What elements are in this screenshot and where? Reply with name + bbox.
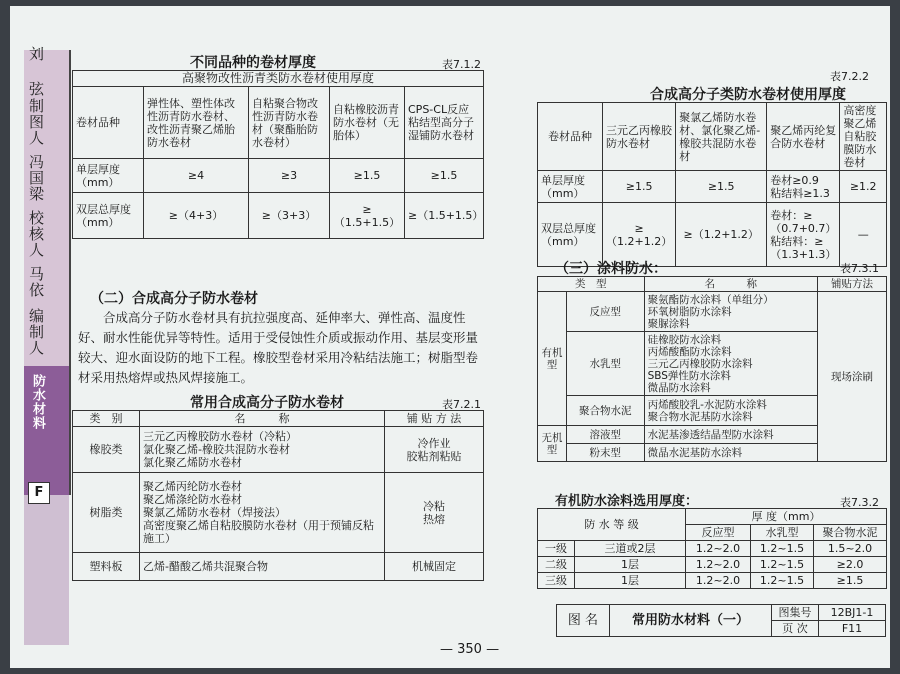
t712-cell: 弹性体、塑性体改性沥青防水卷材、改性沥青聚乙烯胎防水卷材	[144, 87, 249, 159]
t712-title: 不同品种的卷材厚度	[190, 55, 316, 71]
t731-item: 聚氨酯防水涂料（单组分）	[647, 293, 774, 306]
t722-table	[537, 102, 887, 267]
page-number: — 350 —	[440, 642, 500, 657]
t731-header: 名 称	[644, 277, 817, 292]
sidebar-lower-column	[24, 495, 69, 645]
t731-title: （三）涂料防水：	[555, 261, 667, 277]
section-letter: F	[28, 482, 50, 504]
t722-cell: 聚乙烯丙纶复合防水卷材	[767, 103, 840, 171]
section2-heading: （二）合成高分子防水卷材	[90, 291, 258, 307]
t712-cell: ≥（3+3）	[249, 193, 330, 239]
t721-table	[72, 410, 484, 581]
t712-cell: ≥（4+3）	[144, 193, 249, 239]
t722-cell: ≥（1.2+1.2）	[603, 203, 676, 267]
t721-number: 表7.2.1	[442, 398, 481, 411]
t731-table	[537, 276, 887, 462]
t732-cell: 1.2~1.5	[751, 573, 814, 589]
t722-cell: 双层总厚度（mm）	[538, 203, 603, 267]
section2-paragraph: 合成高分子防水卷材具有抗拉强度高、延伸率大、弹性高、温度性好、耐水性能优异等特性。适用于受侵蚀性介质或振动作用、基层变形量较大、迎水面设防的地下工程。橡胶型卷材采用冷粘结法施工；树脂型卷材采用热熔焊或热风焊接施工。	[78, 310, 479, 385]
page	[10, 6, 890, 668]
t731-item: 微晶防水涂料	[647, 381, 711, 394]
t712-cell: 双层总厚度（mm）	[73, 193, 144, 239]
atlas-number-label: 图集号	[772, 605, 819, 621]
t731-item: 微晶水泥基防水涂料	[644, 444, 817, 462]
t722-cell: 卷材品种	[538, 103, 603, 171]
t731-subtype: 溶液型	[567, 426, 645, 444]
t712-cell: 自粘橡胶沥青防水卷材（无胎体）	[330, 87, 405, 159]
t712-table	[72, 70, 484, 239]
t732-cell: 1.2~2.0	[686, 573, 751, 589]
t712-cell: ≥1.5	[330, 159, 405, 193]
t721-item: 聚氯乙烯防水卷材（焊接法）	[143, 506, 286, 519]
t712-number: 表7.1.2	[442, 58, 481, 71]
t721-item: 氯化聚乙烯防水卷材	[143, 456, 242, 469]
drawing-title: 常用防水材料（一）	[610, 605, 772, 637]
t722-number: 表7.2.2	[830, 70, 869, 83]
t722-cell: 三元乙丙橡胶防水卷材	[603, 103, 676, 171]
t721-method: 冷作业 胶粘剂粘贴	[385, 427, 484, 473]
t721-method: 冷粘 热熔	[385, 473, 484, 553]
t722-cell: ≥1.2	[840, 171, 887, 203]
t732-cell: 1.5~2.0	[814, 541, 887, 557]
title-block-label: 图 名	[557, 605, 610, 637]
t721-header: 铺 贴 方 法	[385, 411, 484, 427]
t712-cell: ≥（1.5+1.5）	[330, 193, 405, 239]
t732-col: 反应型	[686, 525, 751, 541]
t721-item: 三元乙丙橡胶防水卷材（冷粘）	[143, 430, 297, 443]
t721-method: 机械固定	[385, 553, 484, 581]
t732-cell: 1.2~1.5	[751, 557, 814, 573]
t722-title: 合成高分子类防水卷材使用厚度	[650, 87, 846, 103]
t731-group: 有机型	[538, 292, 567, 426]
t712-cell: 卷材品种	[73, 87, 144, 159]
t732-cell: 1层	[575, 557, 686, 573]
t712-cell: ≥（1.5+1.5）	[405, 193, 484, 239]
t731-item: 聚合物水泥基防水涂料	[647, 410, 753, 423]
t712-cell: ≥4	[144, 159, 249, 193]
t722-cell: ≥（1.2+1.2）	[676, 203, 767, 267]
t721-category: 塑料板	[73, 553, 140, 581]
t721-header: 名 称	[140, 411, 385, 427]
t732-header-thickness: 厚 度（mm）	[686, 509, 887, 525]
t721-item: 氯化聚乙烯-橡胶共混防水卷材	[143, 443, 290, 456]
t731-item: 环氧树脂防水涂料	[647, 305, 732, 318]
t731-item: 聚脲涂料	[647, 317, 690, 330]
t722-cell: ≥1.5	[603, 171, 676, 203]
t732-cell: 1.2~2.0	[686, 557, 751, 573]
t712-cell: ≥3	[249, 159, 330, 193]
t712-cell: 自粘聚合物改性沥青防水卷材（聚酯胎防水卷材）	[249, 87, 330, 159]
page-label: 页 次	[772, 621, 819, 637]
title-block	[556, 604, 886, 637]
t731-item: 丙烯酸胶乳-水泥防水涂料	[647, 398, 767, 411]
t722-cell: 单层厚度（mm）	[538, 171, 603, 203]
t731-header: 铺贴方法	[818, 277, 887, 292]
t721-category: 橡胶类	[73, 427, 140, 473]
t721-item: 乙烯-醋酸乙烯共混聚合物	[140, 553, 385, 581]
t732-cell: ≥1.5	[814, 573, 887, 589]
t732-number: 表7.3.2	[840, 496, 879, 509]
t722-cell: 卷材≥0.9 粘结料≥1.3	[767, 171, 840, 203]
t721-category: 树脂类	[73, 473, 140, 553]
t722-cell: 卷材：≥（0.7+0.7） 粘结料：≥（1.3+1.3）	[767, 203, 840, 267]
sidebar-label-2: 冯国梁	[27, 154, 45, 202]
sidebar-label-4: 马依	[27, 266, 45, 298]
t732-header-grade: 防 水 等 级	[538, 509, 686, 541]
sidebar-label-5: 编制人	[27, 308, 45, 356]
t731-subtype: 聚合物水泥	[567, 396, 645, 426]
t732-cell: 1.2~1.5	[751, 541, 814, 557]
t722-cell: 聚氯乙烯防水卷材、氯化聚乙烯-橡胶共混防水卷材	[676, 103, 767, 171]
t732-cell: ≥2.0	[814, 557, 887, 573]
t731-item: 丙烯酸酯防水涂料	[647, 345, 732, 358]
t731-method: 现场涂刷	[818, 292, 887, 462]
sidebar-label-1: 制图人	[27, 98, 45, 146]
t732-cell: 1层	[575, 573, 686, 589]
t732-title: 有机防水涂料选用厚度：	[555, 494, 699, 509]
t731-header: 类 型	[538, 277, 645, 292]
t721-item: 高密度聚乙烯自粘胶膜防水卷材（用于预铺反粘施工）	[143, 519, 374, 545]
t712-cell: ≥1.5	[405, 159, 484, 193]
t722-cell: 高密度聚乙烯自粘胶膜防水卷材	[840, 103, 887, 171]
t722-cell: —	[840, 203, 887, 267]
t731-group: 无机型	[538, 426, 567, 462]
t732-col: 水乳型	[751, 525, 814, 541]
t721-header: 类 别	[73, 411, 140, 427]
t731-subtype: 水乳型	[567, 332, 645, 396]
t731-number: 表7.3.1	[840, 262, 879, 275]
sidebar-label-3: 校核人	[27, 210, 45, 258]
t731-item: 硅橡胶防水涂料	[647, 333, 722, 346]
t721-item: 聚乙烯丙纶防水卷材	[143, 480, 242, 493]
t732-cell: 三道或2层	[575, 541, 686, 557]
atlas-number: 12BJ1-1	[819, 605, 886, 621]
t732-cell: 三级	[538, 573, 575, 589]
t732-col: 聚合物水泥	[814, 525, 887, 541]
t722-cell: ≥1.5	[676, 171, 767, 203]
t731-subtype: 粉末型	[567, 444, 645, 462]
t721-item: 聚乙烯涤纶防水卷材	[143, 493, 242, 506]
t732-cell: 一级	[538, 541, 575, 557]
chapter-title: 防水材料	[30, 374, 45, 430]
t712-subtitle: 高聚物改性沥青类防水卷材使用厚度	[73, 71, 484, 87]
t712-cell: CPS-CL反应粘结型高分子湿铺防水卷材	[405, 87, 484, 159]
t731-item: 水泥基渗透结晶型防水涂料	[644, 426, 817, 444]
t732-table	[537, 508, 887, 589]
t731-subtype: 反应型	[567, 292, 645, 332]
t731-item: 三元乙丙橡胶防水涂料	[647, 357, 753, 370]
t712-cell: 单层厚度（mm）	[73, 159, 144, 193]
t732-cell: 二级	[538, 557, 575, 573]
sidebar-label-0: 刘 弦	[27, 46, 45, 97]
t721-title: 常用合成高分子防水卷材	[190, 395, 344, 411]
t731-item: SBS弹性防水涂料	[647, 369, 731, 382]
page-code: F11	[819, 621, 886, 637]
t732-cell: 1.2~2.0	[686, 541, 751, 557]
